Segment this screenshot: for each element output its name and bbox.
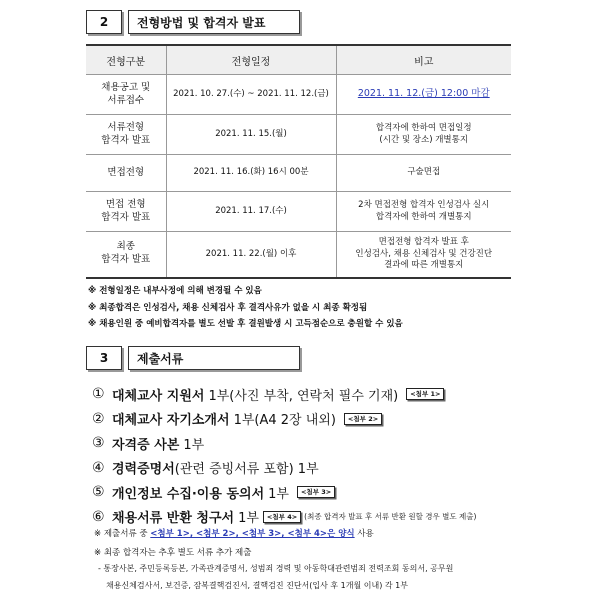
table-row (86, 115, 511, 155)
stage-cell: 면접 전형 합격자 발표 (86, 192, 166, 232)
header-note: 비고 (336, 45, 511, 75)
section-title: 제출서류 (128, 346, 300, 370)
item-name: 개인정보 수집·이용 동의서 (112, 486, 265, 502)
list-item (92, 456, 476, 481)
stage-cell: 면접전형 (86, 155, 166, 192)
date-cell: 2021. 11. 16.(화) 16시 00분 (166, 155, 336, 192)
note-line: ※ 최종합격은 인성검사, 채용 신체검사 후 결격사유가 없을 시 최종 확정됨 (88, 302, 368, 313)
item-qty: 1부(A4 2장 내외) (233, 413, 336, 429)
note-cell (336, 75, 511, 115)
item-number: ② (92, 410, 105, 427)
forms-note (94, 527, 374, 539)
item-qty: (관련 증빙서류 포함) 1부 (174, 462, 319, 478)
section-number: 3 (86, 346, 122, 370)
forms-note-prefix: ※ 제출서류 중 (94, 529, 148, 539)
forms-note-link[interactable]: <첨부 1>, <첨부 2>, <첨부 3>, <첨부 4>은 양식 (150, 529, 355, 539)
item-number: ⑤ (92, 484, 105, 501)
table-row (86, 75, 511, 115)
note-line: ※ 전형일정은 내부사정에 의해 변경될 수 있음 (88, 286, 262, 296)
final-note: ※ 최종 합격자는 추후 별도 서류 추가 제출 (94, 548, 252, 558)
schedule-notes (88, 283, 403, 333)
list-item (92, 382, 476, 407)
list-item (92, 407, 476, 432)
item-name: 경력증명서 (112, 462, 175, 478)
stage-cell: 최종 합격자 발표 (86, 232, 166, 278)
section-3-header (86, 346, 300, 370)
note-cell: 면접전형 합격자 발표 후 인성검사, 채용 신체검사 및 건강진단 결과에 따른 개별통지 (336, 232, 511, 278)
section-2-header (86, 10, 300, 34)
list-item (92, 431, 476, 456)
schedule-table (86, 44, 511, 279)
item-number: ① (92, 386, 105, 403)
header-schedule: 전형일정 (166, 45, 336, 75)
table-row (86, 155, 511, 192)
note-cell: 합격자에 한하여 면접일정 (시간 및 장소) 개별통지 (336, 115, 511, 155)
item-qty: 1부 (183, 437, 205, 453)
documents-list (92, 382, 476, 529)
table-row (86, 192, 511, 232)
item-name: 자격증 사본 (112, 437, 180, 453)
attachment-tag[interactable]: <첨부 4> (263, 511, 301, 523)
item-qty: 1부(사진 부착, 연락처 필수 기재) (208, 388, 399, 404)
table-header-row (86, 45, 511, 75)
note-cell: 2차 면접전형 합격자 인성검사 실시 합격자에 한하여 개별통지 (336, 192, 511, 232)
list-item (92, 480, 476, 505)
date-cell: 2021. 11. 22.(월) 이후 (166, 232, 336, 278)
item-qty: 1부 (238, 511, 259, 527)
note-line: ※ 채용인원 중 예비합격자를 별도 선발 후 결원발생 시 고득점순으로 충원할 수 있음 (88, 319, 403, 329)
date-cell: 2021. 10. 27.(수) ~ 2021. 11. 12.(금) (166, 75, 336, 115)
final-list-line: 채용신체검사서, 보건증, 잠복결핵검진서, 결핵검진 진단서(입사 후 1개월 이내) 각 1부 (106, 581, 408, 590)
item-name: 대체교사 지원서 (112, 388, 205, 404)
item-number: ④ (92, 459, 105, 476)
header-stage: 전형구분 (86, 45, 166, 75)
item-number: ③ (92, 435, 105, 452)
attachment-tag[interactable]: <첨부 1> (406, 388, 444, 400)
stage-cell: 채용공고 및 서류접수 (86, 75, 166, 115)
item-name: 대체교사 자기소개서 (112, 413, 230, 429)
section-number: 2 (86, 10, 122, 34)
table-row (86, 232, 511, 278)
deadline-link[interactable]: 2021. 11. 12.(금) 12:00 마감 (357, 88, 490, 100)
forms-note-suffix: 사용 (357, 529, 374, 539)
item-extra-note: (최종 합격자 발표 후 서류 반환 원할 경우 별도 제출) (304, 512, 477, 522)
list-item (92, 505, 476, 530)
attachment-tag[interactable]: <첨부 3> (297, 486, 335, 498)
date-cell: 2021. 11. 15.(월) (166, 115, 336, 155)
stage-cell: 서류전형 합격자 발표 (86, 115, 166, 155)
attachment-tag[interactable]: <첨부 2> (344, 413, 382, 425)
item-name: 채용서류 반환 청구서 (112, 511, 235, 527)
item-qty: 1부 (268, 486, 289, 502)
item-number: ⑥ (92, 508, 105, 525)
section-title: 전형방법 및 합격자 발표 (128, 10, 300, 34)
final-list-line: - 통장사본, 주민등록등본, 가족관계증명서, 성범죄 경력 및 아동학대관련범죄 전력조회 동의서, 공무원 (98, 564, 454, 573)
date-cell: 2021. 11. 17.(수) (166, 192, 336, 232)
note-cell: 구술면접 (336, 155, 511, 192)
